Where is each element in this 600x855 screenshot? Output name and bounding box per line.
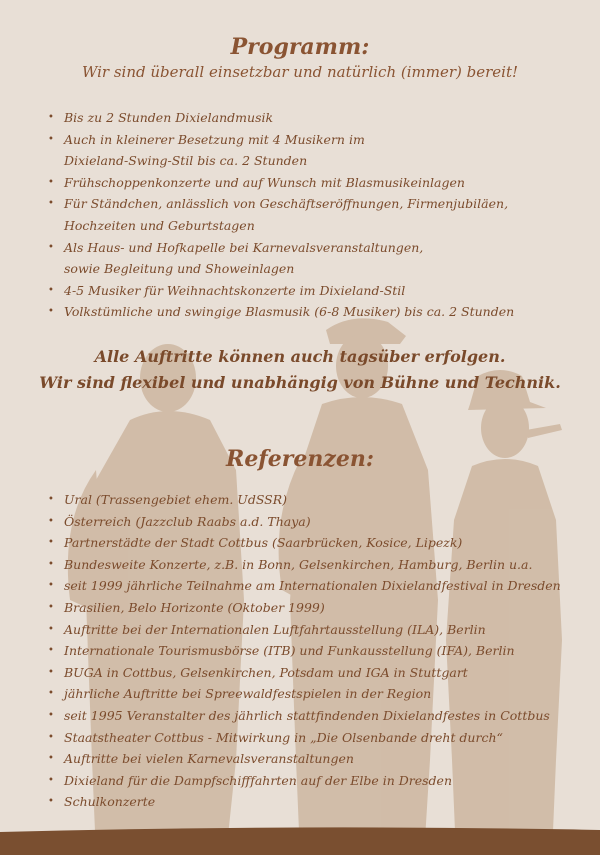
list-item (46, 791, 566, 813)
bullet-icon: • (48, 753, 54, 765)
list-item (46, 511, 566, 533)
list-item (46, 575, 566, 597)
reference-text: Staatstheater Cottbus - Mitwirkung in „Die Olsenbande dreht durch“ (64, 729, 503, 745)
bullet-icon: • (48, 623, 54, 635)
reference-text: Bundesweite Konzerte, z.B. in Bonn, Gelsenkirchen, Hamburg, Berlin u.a. (64, 556, 533, 572)
bottom-decor-bar (0, 826, 600, 855)
list-item (46, 640, 566, 662)
list-item (46, 662, 566, 684)
reference-text: Ural (Trassengebiet ehem. UdSSR) (64, 492, 288, 507)
bullet-icon: • (48, 580, 54, 592)
bullet-icon: • (48, 133, 54, 145)
reference-text: Auftritte bei der Internationalen Luftfahrtausstellung (ILA), Berlin (64, 621, 486, 637)
list-item: • Als Haus- und Hofkapelle bei Karnevalsveranstaltungen, sowie Begleitung und Showeinlagen (46, 237, 566, 280)
program-title: Programm: (230, 34, 370, 60)
bullet-icon: • (48, 515, 54, 527)
program-list (46, 107, 566, 323)
reference-text: Dixieland für die Dampfschifffahrten auf der Elbe in Dresden (64, 772, 452, 788)
bullet-icon: • (48, 241, 54, 253)
list-item (46, 554, 566, 576)
list-item (46, 597, 566, 619)
list-item (46, 532, 566, 554)
bullet-icon: • (48, 537, 54, 549)
bullet-icon: • (48, 601, 54, 613)
list-item (46, 489, 566, 511)
bullet-icon: • (48, 709, 54, 721)
program-subtitle: Wir sind überall einsetzbar und natürlich (immer) bereit! (81, 63, 519, 81)
references-list (46, 489, 566, 813)
bullet-icon: • (48, 666, 54, 678)
bullet-icon: • (48, 645, 54, 657)
reference-text: BUGA in Cottbus, Gelsenkirchen, Potsdam und IGA in Stuttgart (64, 664, 468, 680)
bullet-icon: • (48, 306, 54, 318)
list-item (46, 619, 566, 641)
bullet-icon: • (48, 494, 54, 505)
references-title: Referenzen: (226, 446, 374, 472)
bullet-icon: • (48, 112, 54, 123)
bullet-icon: • (48, 688, 54, 700)
list-item: • Frühschoppenkonzerte und auf Wunsch mit Blasmusikeinlagen (46, 172, 566, 194)
list-item: • Für Ständchen, anlässlich von Geschäftseröffnungen, Firmenjubiläen, Hochzeiten und Geburtstagen (46, 193, 566, 236)
reference-text: Schulkonzerte (64, 794, 156, 810)
notice-line-1: Alle Auftritte können auch tagsüber erfolgen. (94, 347, 506, 366)
reference-text: Brasilien, Belo Horizonte (Oktober 1999) (64, 599, 325, 615)
bullet-icon: • (48, 198, 54, 210)
notice-line-2: Wir sind flexibel und unabhängig von Bühne und Technik. (39, 373, 561, 392)
reference-text: Internationale Tourismusbörse (ITB) und Funkausstellung (IFA), Berlin (64, 643, 515, 659)
list-item: • 4-5 Musiker für Weihnachtskonzerte im Dixieland-Stil (46, 280, 566, 302)
bullet-icon: • (48, 284, 54, 296)
reference-text: seit 1999 jährliche Teilnahme am Internationalen Dixielandfestival in Dresden (64, 578, 561, 594)
list-item: • Volkstümliche und swingige Blasmusik (6-8 Musiker) bis ca. 2 Stunden (46, 301, 566, 323)
list-item (46, 705, 566, 727)
bullet-icon: • (48, 558, 54, 570)
bullet-icon: • (48, 176, 54, 188)
reference-text: Auftritte bei vielen Karnevalsveranstaltungen (64, 751, 354, 767)
reference-text: seit 1995 Veranstalter des jährlich stattfindenden Dixielandfestes in Cottbus (64, 707, 550, 723)
list-item (46, 770, 566, 792)
bullet-icon: • (48, 796, 54, 808)
reference-text: Österreich (Jazzclub Raabs a.d. Thaya) (64, 513, 311, 529)
list-item (46, 727, 566, 749)
bullet-icon: • (48, 731, 54, 743)
list-item (46, 683, 566, 705)
reference-text: jährliche Auftritte bei Spreewaldfestspielen in der Region (64, 686, 432, 702)
reference-text: Partnerstädte der Stadt Cottbus (Saarbrücken, Kosice, Lipezk) (64, 535, 463, 551)
bullet-icon: • (48, 774, 54, 786)
list-item (46, 748, 566, 770)
list-item: • Auch in kleinerer Besetzung mit 4 Musikern im Dixieland-Swing-Stil bis ca. 2 Stunden (46, 129, 566, 172)
list-item: • Bis zu 2 Stunden Dixielandmusik (46, 107, 566, 129)
